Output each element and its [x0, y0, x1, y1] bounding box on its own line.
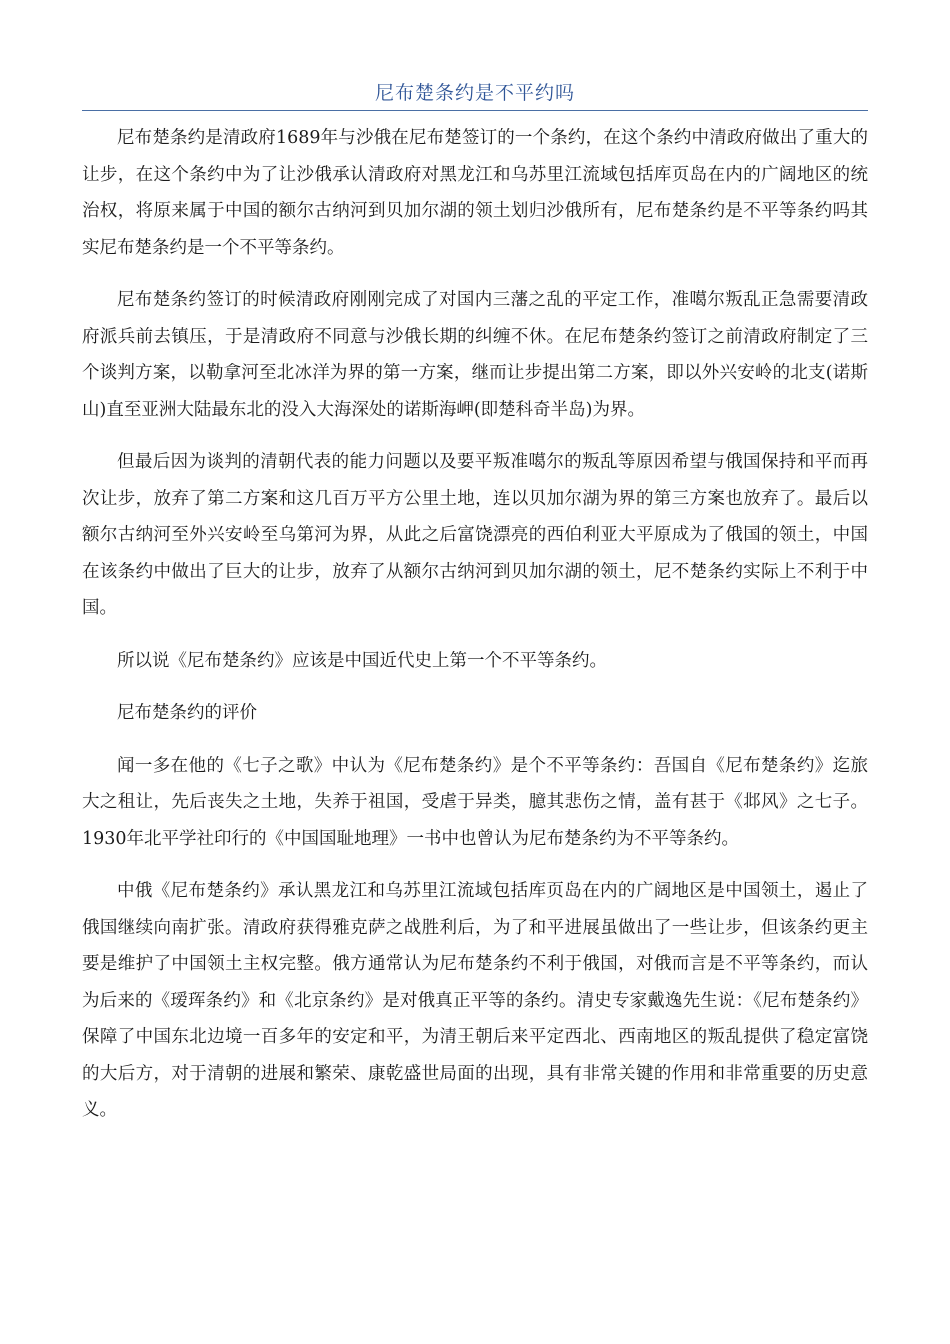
section-heading-evaluation: 尼布楚条约的评价	[117, 703, 257, 723]
paragraph-1: 尼布楚条约是清政府1689年与沙俄在尼布楚签订的一个条约，在这个条约中清政府做出了重大的让步，在这个条约中为了让沙俄承认清政府对黑龙江和乌苏里江流域包括库页岛在内的广阔地区的统治权，将原来属于中国的额尔古纳河到贝加尔湖的领土划归沙俄所有，尼布楚条约是不平等条约吗其实尼布楚条约是一个不平等条约。	[82, 128, 868, 258]
paragraph-6: 中俄《尼布楚条约》承认黑龙江和乌苏里江流域包括库页岛在内的广阔地区是中国领土，遏止了俄国继续向南扩张。清政府获得雅克萨之战胜利后，为了和平进展虽做出了一些让步，但该条约更主要是维护了中国领土主权完整。俄方通常认为尼布楚条约不利于俄国，对俄而言是不平等条约，而认为后来的《瑷珲条约》和《北京条约》是对俄真正平等的条约。清史专家戴逸先生说：《尼布楚条约》保障了中国东北边境一百多年的安定和平，为清王朝后来平定西北、西南地区的叛乱提供了稳定富饶的大后方，对于清朝的进展和繁荣、康乾盛世局面的出现，具有非常关键的作用和非常重要的历史意义。	[82, 881, 868, 1120]
paragraph-2: 尼布楚条约签订的时候清政府刚刚完成了对国内三藩之乱的平定工作，准噶尔叛乱正急需要清政府派兵前去镇压，于是清政府不同意与沙俄长期的纠缠不休。在尼布楚条约签订之前清政府制定了三个谈判方案，以勒拿河至北冰洋为界的第一方案，继而让步提出第二方案，即以外兴安岭的北支(诺斯山)直至亚洲大陆最东北的没入大海深处的诺斯海岬(即楚科奇半岛)为界。	[82, 290, 868, 420]
paragraph-5: 闻一多在他的《七子之歌》中认为《尼布楚条约》是个不平等条约：吾国自《尼布楚条约》迄旅大之租让，先后丧失之土地，失养于祖国，受虐于异类，臆其悲伤之情，盖有甚于《邶风》之七子。1930年北平学社印行的《中国国耻地理》一书中也曾认为尼布楚条约为不平等条约。	[82, 755, 868, 849]
paragraph-3: 但最后因为谈判的清朝代表的能力问题以及要平叛准噶尔的叛乱等原因希望与俄国保持和平而再次让步，放弃了第二方案和这几百万平方公里土地，连以贝加尔湖为界的第三方案也放弃了。最后以额尔古纳河至外兴安岭至乌第河为界，从此之后富饶漂亮的西伯利亚大平原成为了俄国的领土，中国在该条约中做出了巨大的让步，放弃了从额尔古纳河到贝加尔湖的领土，尼不楚条约实际上不利于中国。	[82, 452, 868, 618]
document-title: 尼布楚条约是不平约吗	[374, 82, 575, 104]
paragraph-4: 所以说《尼布楚条约》应该是中国近代史上第一个不平等条约。	[117, 650, 607, 671]
document-body	[82, 120, 868, 1145]
document-header	[82, 78, 868, 111]
